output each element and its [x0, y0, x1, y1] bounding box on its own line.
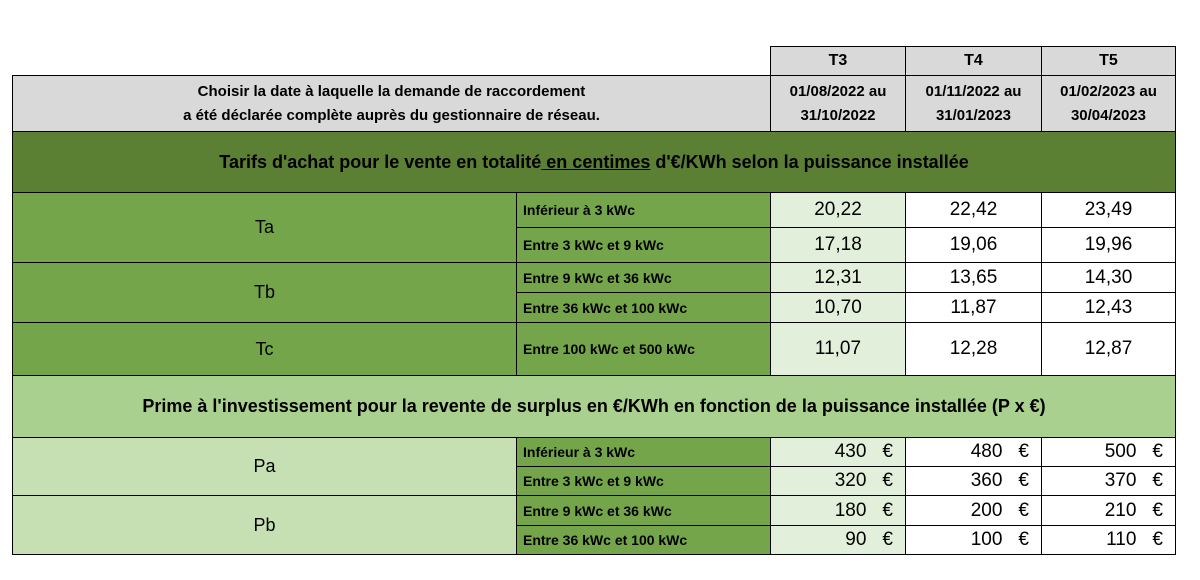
prime-value-cell — [905, 525, 1042, 555]
tarif-value-cell: 12,31 — [770, 262, 906, 293]
section-tarifs-text-a: Tarifs d'achat pour le vente en totalité — [219, 151, 542, 172]
period-dates-t5 — [1041, 75, 1176, 132]
period-date-to: 31/01/2023 — [935, 106, 1012, 124]
prime-amount: 480 — [970, 441, 1003, 462]
currency-symbol: € — [1152, 470, 1163, 491]
prime-value-cell — [905, 495, 1042, 526]
period-date-to: 30/04/2023 — [1070, 106, 1147, 124]
period-header-t4: T4 — [905, 46, 1042, 76]
prime-amount: 370 — [1104, 470, 1137, 491]
prime-value-cell — [770, 525, 906, 555]
currency-symbol: € — [882, 470, 893, 491]
currency-symbol: € — [1152, 529, 1163, 550]
period-header-t3: T3 — [770, 46, 906, 76]
tarif-value-cell: 12,28 — [905, 322, 1042, 376]
currency-symbol: € — [1018, 529, 1029, 550]
prime-group-label-pa: Pa — [12, 437, 517, 496]
prime-value-cell — [770, 466, 906, 496]
period-header-t5: T5 — [1041, 46, 1176, 76]
period-date-from: 01/02/2023 au — [1060, 82, 1157, 100]
tarif-group-label-ta: Ta — [12, 192, 517, 263]
currency-symbol: € — [1018, 441, 1029, 462]
choose-date-instruction — [12, 75, 771, 132]
tarif-value-cell: 13,65 — [905, 262, 1042, 293]
prime-range-label: Entre 3 kWc et 9 kWc — [516, 466, 771, 496]
tarif-group-label-tc: Tc — [12, 322, 517, 376]
section-tarifs-text-b: d'€/KWh selon la puissance installée — [650, 151, 969, 172]
prime-amount: 180 — [834, 499, 867, 521]
prime-amount: 320 — [834, 470, 867, 491]
prime-group-label-pb: Pb — [12, 495, 517, 555]
prime-amount: 360 — [970, 470, 1003, 491]
tarif-range-label: Entre 3 kWc et 9 kWc — [516, 227, 771, 263]
prime-value-cell — [1041, 525, 1176, 555]
prime-range-label: Inférieur à 3 kWc — [516, 437, 771, 467]
section-tarifs-text-underlined: en centimes — [541, 151, 651, 172]
tarif-value-cell: 14,30 — [1041, 262, 1176, 293]
prime-amount: 90 — [845, 529, 867, 550]
currency-symbol: € — [1018, 499, 1029, 521]
tarif-value-cell: 22,42 — [905, 192, 1042, 228]
prime-range-label: Entre 36 kWc et 100 kWc — [516, 525, 771, 555]
section-tarifs-title — [219, 152, 968, 173]
tarif-value-cell: 19,06 — [905, 227, 1042, 263]
section-prime-header — [12, 375, 1176, 438]
prime-value-cell — [1041, 437, 1176, 467]
tarif-range-label: Inférieur à 3 kWc — [516, 192, 771, 228]
period-date-from: 01/08/2022 au — [789, 82, 887, 100]
tarif-value-cell: 11,07 — [770, 322, 906, 376]
currency-symbol: € — [882, 499, 893, 521]
section-prime-title: Prime à l'investissement pour la revente de surplus en €/KWh en fonction de la puissance installée (P x €) — [142, 396, 1046, 416]
prime-amount: 210 — [1104, 499, 1137, 521]
tarif-value-cell: 23,49 — [1041, 192, 1176, 228]
prime-value-cell — [1041, 466, 1176, 496]
section-tarifs-header — [12, 131, 1176, 193]
currency-symbol: € — [882, 529, 893, 550]
tarif-value-cell: 12,43 — [1041, 292, 1176, 323]
choose-date-line1: Choisir la date à laquelle la demande de raccordement — [197, 82, 586, 100]
tarif-value-cell: 12,87 — [1041, 322, 1176, 376]
currency-symbol: € — [882, 441, 893, 462]
tarif-value-cell: 17,18 — [770, 227, 906, 263]
tarif-value-cell: 20,22 — [770, 192, 906, 228]
prime-amount: 500 — [1104, 441, 1137, 462]
tarif-value-cell: 19,96 — [1041, 227, 1176, 263]
prime-amount: 100 — [970, 529, 1003, 550]
tarif-range-label: Entre 9 kWc et 36 kWc — [516, 262, 771, 293]
period-date-to: 31/10/2022 — [800, 106, 876, 124]
prime-amount: 110 — [1106, 529, 1137, 550]
tarif-value-cell: 11,87 — [905, 292, 1042, 323]
prime-value-cell — [905, 437, 1042, 467]
tarif-range-label: Entre 36 kWc et 100 kWc — [516, 292, 771, 323]
prime-value-cell — [770, 495, 906, 526]
prime-value-cell — [770, 437, 906, 467]
period-dates-t4 — [905, 75, 1042, 132]
prime-amount: 200 — [970, 499, 1003, 521]
currency-symbol: € — [1152, 441, 1163, 462]
period-date-from: 01/11/2022 au — [925, 82, 1022, 100]
tarif-value-cell: 10,70 — [770, 292, 906, 323]
currency-symbol: € — [1018, 470, 1029, 491]
currency-symbol: € — [1152, 499, 1163, 521]
tarif-range-label: Entre 100 kWc et 500 kWc — [516, 322, 771, 376]
prime-value-cell — [1041, 495, 1176, 526]
prime-amount: 430 — [834, 441, 867, 462]
tarif-group-label-tb: Tb — [12, 262, 517, 323]
period-dates-t3 — [770, 75, 906, 132]
prime-value-cell — [905, 466, 1042, 496]
choose-date-line2: a été déclarée complète auprès du gestionnaire de réseau. — [183, 106, 600, 124]
prime-range-label: Entre 9 kWc et 36 kWc — [516, 495, 771, 526]
